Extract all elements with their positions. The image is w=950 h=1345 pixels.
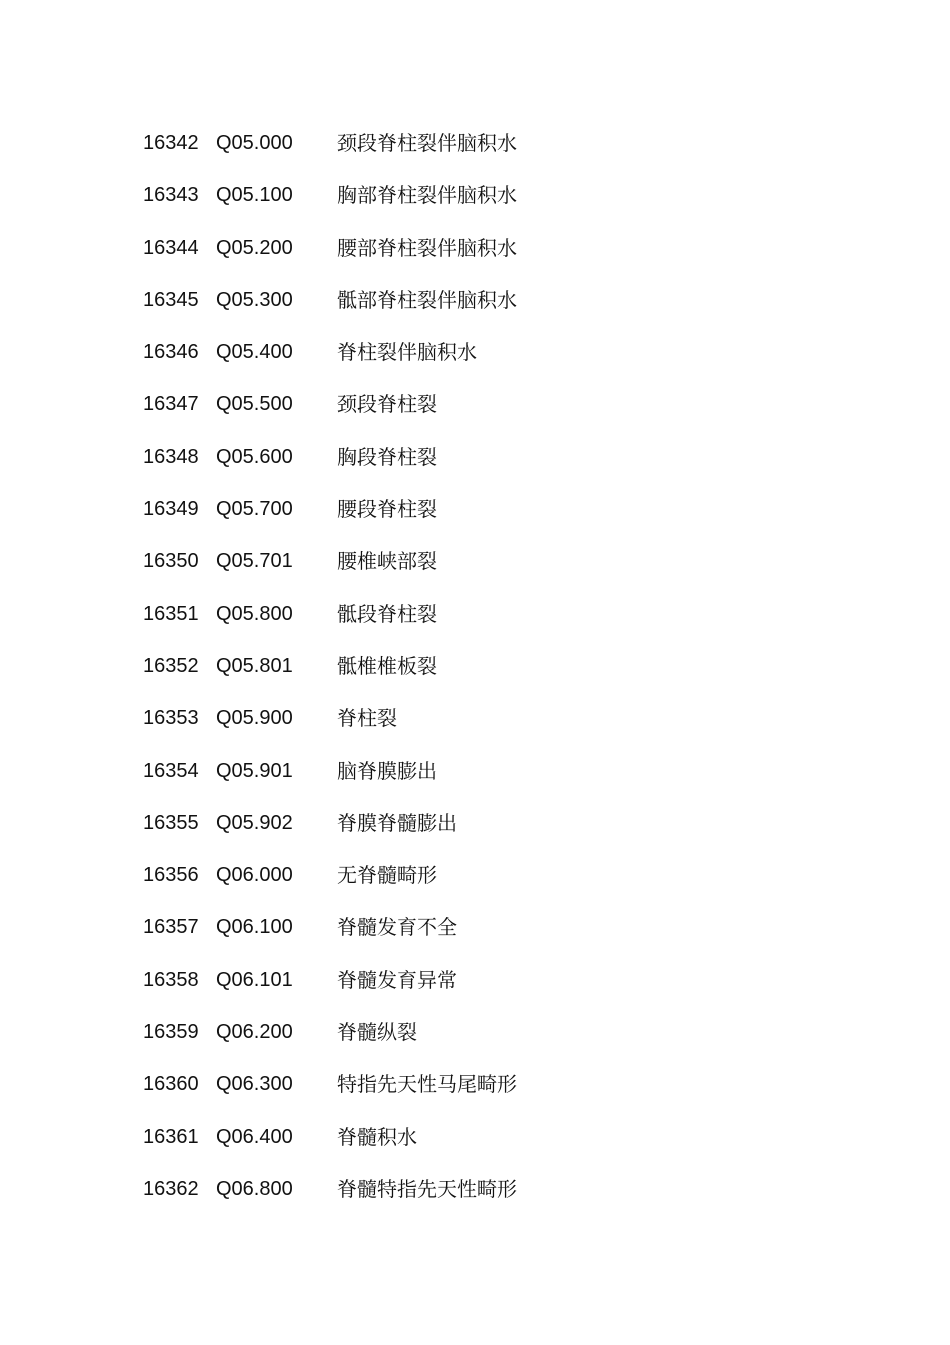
- icd-code: Q06.200: [216, 1021, 293, 1044]
- icd-code: Q05.600: [216, 445, 293, 468]
- list-item: [0, 378, 950, 430]
- row-number: 16350: [143, 550, 199, 573]
- list-item: [0, 222, 950, 274]
- diagnosis-name: 颈段脊柱裂: [337, 392, 437, 417]
- list-item: [0, 483, 950, 535]
- list-item: [0, 117, 950, 169]
- icd-code: Q06.300: [216, 1073, 293, 1096]
- row-number: 16343: [143, 184, 199, 207]
- row-number: 16352: [143, 654, 199, 677]
- icd-code: Q05.700: [216, 498, 293, 521]
- row-number: 16356: [143, 864, 199, 887]
- list-item: [0, 1163, 950, 1215]
- row-number: 16354: [143, 759, 199, 782]
- icd-code: Q05.701: [216, 550, 293, 573]
- diagnosis-name: 骶段脊柱裂: [337, 601, 437, 626]
- diagnosis-name: 骶椎椎板裂: [337, 653, 437, 678]
- list-item: [0, 535, 950, 587]
- list-item: [0, 640, 950, 692]
- list-item: [0, 274, 950, 326]
- icd-code: Q05.300: [216, 288, 293, 311]
- diagnosis-name: 脊髓发育异常: [337, 967, 457, 992]
- row-number: 16348: [143, 445, 199, 468]
- icd-code: Q05.200: [216, 236, 293, 259]
- row-number: 16345: [143, 288, 199, 311]
- row-number: 16344: [143, 236, 199, 259]
- diagnosis-name: 脊髓发育不全: [337, 915, 457, 940]
- diagnosis-name: 骶部脊柱裂伴脑积水: [337, 287, 517, 312]
- icd-code: Q05.400: [216, 341, 293, 364]
- diagnosis-name: 脊柱裂: [337, 706, 397, 731]
- list-item: [0, 431, 950, 483]
- row-number: 16360: [143, 1073, 199, 1096]
- diagnosis-name: 脊髓积水: [337, 1124, 417, 1149]
- diagnosis-name: 腰部脊柱裂伴脑积水: [337, 235, 517, 260]
- diagnosis-name: 脊膜脊髓膨出: [337, 810, 457, 835]
- row-number: 16353: [143, 707, 199, 730]
- diagnosis-name: 颈段脊柱裂伴脑积水: [337, 131, 517, 155]
- diagnosis-name: 脊髓特指先天性畸形: [337, 1176, 517, 1201]
- diagnosis-name: 无脊髓畸形: [337, 863, 437, 888]
- row-number: 16357: [143, 916, 199, 939]
- list-item: [0, 797, 950, 849]
- icd-code: Q05.500: [216, 393, 293, 416]
- list-item: [0, 169, 950, 221]
- row-number: 16349: [143, 498, 199, 521]
- diagnosis-name: 腰段脊柱裂: [337, 497, 437, 522]
- row-number: 16359: [143, 1021, 199, 1044]
- diagnosis-name: 脊髓纵裂: [337, 1020, 417, 1045]
- row-number: 16358: [143, 968, 199, 991]
- list-item: [0, 901, 950, 953]
- row-number: 16355: [143, 811, 199, 834]
- list-item: [0, 849, 950, 901]
- row-number: 16362: [143, 1177, 199, 1200]
- icd-code: Q05.901: [216, 759, 293, 782]
- diagnosis-name: 腰椎峡部裂: [337, 549, 437, 574]
- row-number: 16361: [143, 1125, 199, 1148]
- list-item: [0, 692, 950, 744]
- list-item: [0, 588, 950, 640]
- list-item: [0, 1058, 950, 1110]
- icd-code: Q06.000: [216, 864, 293, 887]
- list-item: [0, 1111, 950, 1163]
- row-number: 16351: [143, 602, 199, 625]
- icd-code: Q06.800: [216, 1177, 293, 1200]
- row-number: 16347: [143, 393, 199, 416]
- diagnosis-name: 脊柱裂伴脑积水: [337, 340, 477, 365]
- diagnosis-name: 胸段脊柱裂: [337, 444, 437, 469]
- diagnosis-name: 脑脊膜膨出: [337, 758, 437, 783]
- icd-code: Q05.801: [216, 654, 293, 677]
- icd-code: Q05.000: [216, 132, 293, 154]
- icd-code: Q06.100: [216, 916, 293, 939]
- icd-code: Q05.900: [216, 707, 293, 730]
- code-list: [0, 117, 950, 1215]
- icd-code: Q06.101: [216, 968, 293, 991]
- diagnosis-name: 胸部脊柱裂伴脑积水: [337, 183, 517, 208]
- list-item: [0, 954, 950, 1006]
- list-item: [0, 745, 950, 797]
- diagnosis-name: 特指先天性马尾畸形: [337, 1072, 517, 1097]
- list-item: [0, 326, 950, 378]
- icd-code: Q06.400: [216, 1125, 293, 1148]
- icd-code: Q05.902: [216, 811, 293, 834]
- list-item: [0, 1006, 950, 1058]
- icd-code: Q05.800: [216, 602, 293, 625]
- icd-code: Q05.100: [216, 184, 293, 207]
- row-number: 16342: [143, 132, 199, 154]
- row-number: 16346: [143, 341, 199, 364]
